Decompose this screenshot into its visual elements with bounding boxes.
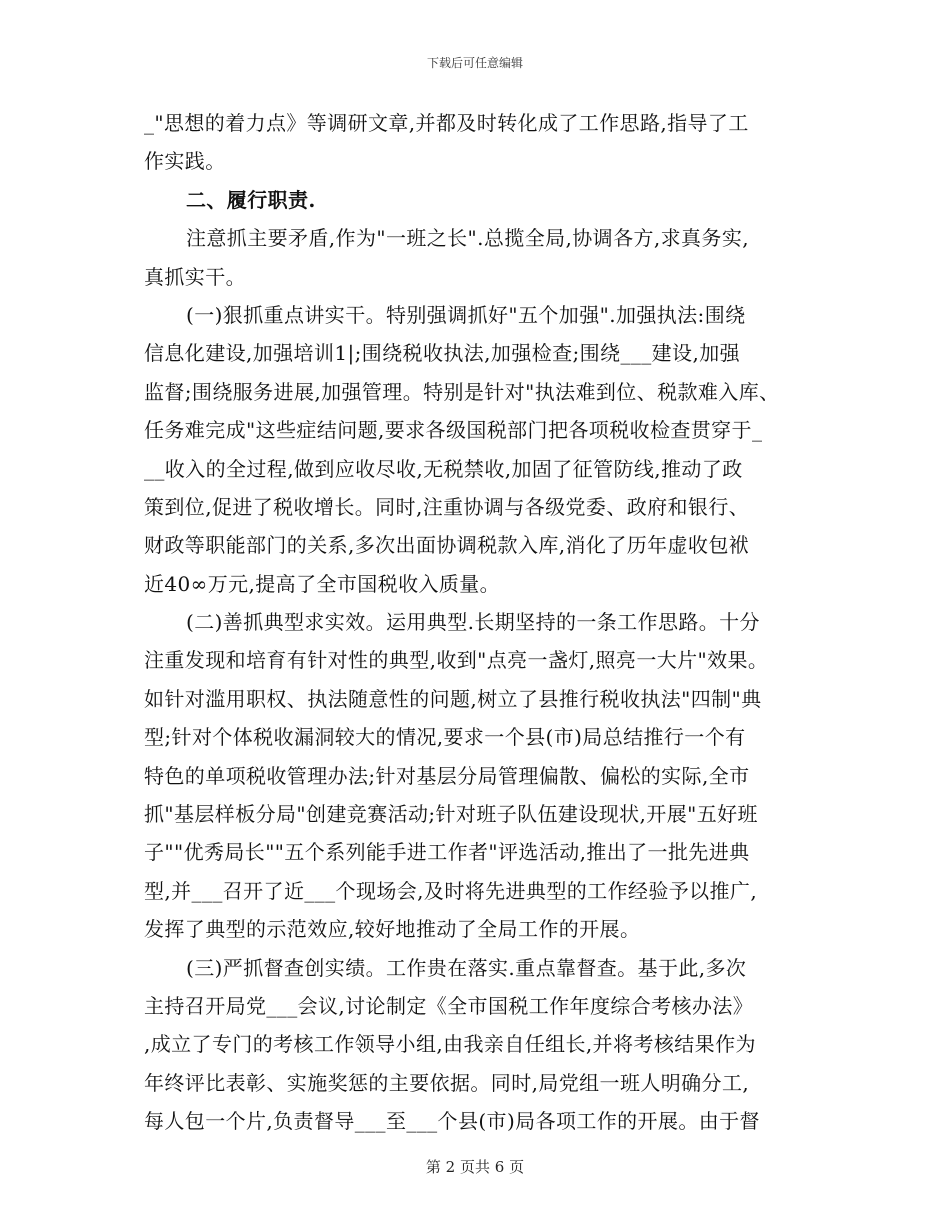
paragraph-line: (一)狠抓重点讲实干。特别强调抓好"五个加强".加强执法:围绕 — [186, 302, 746, 327]
paragraph-line: 发挥了典型的示范效应,较好地推动了全局工作的开展。 — [144, 917, 641, 942]
paragraph-line: 作实践。 — [144, 149, 226, 174]
page-header: 下载后可任意编辑 — [426, 56, 523, 70]
paragraph-line: (二)善抓典型求实效。运用典型.长期坚持的一条工作思路。十分 — [186, 610, 760, 635]
paragraph-line: 财政等职能部门的关系,多次出面协调税款入库,消化了历年虚收包袱 — [144, 533, 750, 558]
paragraph-line: 真抓实干。 — [144, 264, 246, 289]
paragraph-line: 年终评比表彰、实施奖惩的主要依据。同时,局党组一班人明确分工, — [144, 1070, 750, 1095]
paragraph-line: 如针对滥用职权、执法随意性的问题,树立了县推行税收执法"四制"典 — [144, 686, 762, 711]
paragraph-line: 注重发现和培育有针对性的典型,收到"点亮一盏灯,照亮一大片"效果。 — [144, 648, 769, 673]
paragraph-line: 主持召开局党___会议,讨论制定《全市国税工作年度综合考核办法》 — [144, 993, 754, 1018]
paragraph-line: 近40∞万元,提高了全市国税收入质量。 — [144, 571, 501, 596]
paragraph-line: 型;针对个体税收漏洞较大的情况,要求一个县(市)局总结推行一个有 — [144, 725, 746, 750]
paragraph-line: 注意抓主要矛盾,作为"一班之长".总揽全局,协调各方,求真务实, — [186, 226, 749, 251]
paragraph-line: _"思想的着力点》等调研文章,并都及时转化成了工作思路,指导了工 — [144, 111, 749, 135]
paragraph-line: 每人包一个片,负责督导___至___个县(市)局各项工作的开展。由于督 — [144, 1109, 760, 1134]
paragraph-line: 策到位,促进了税收增长。同时,注重协调与各级党委、政府和银行、 — [144, 494, 750, 519]
paragraph-line: 信息化建设,加强培训1|;围绕税收执法,加强检查;围绕___建设,加强 — [144, 341, 741, 366]
page-footer: 第 2 页共 6 页 — [425, 1158, 525, 1176]
paragraph-line: 抓"基层样板分局"创建竞赛活动;针对班子队伍建设现状,开展"五好班 — [144, 802, 758, 827]
paragraph-line: 型,并___召开了近___个现场会,及时将先进典型的工作经验予以推广, — [144, 878, 758, 903]
document-body — [144, 104, 804, 1141]
paragraph-line: 子""优秀局长""五个系列能手进工作者"评选活动,推出了一批先进典 — [144, 840, 750, 865]
paragraph-line: 特色的单项税收管理办法;针对基层分局管理偏散、偏松的实际,全市 — [144, 763, 750, 788]
paragraph-line: 监督;围绕服务进展,加强管理。特别是针对"执法难到位、税款难入库、 — [144, 379, 780, 404]
paragraph-line: ,成立了专门的考核工作领导小组,由我亲自任组长,并将考核结果作为 — [144, 1032, 756, 1057]
section-heading: 二、履行职责. — [186, 187, 316, 212]
paragraph-line: 任务难完成"这些症结问题,要求各级国税部门把各项税收检查贯穿于_ — [144, 418, 763, 443]
paragraph-line: __收入的全过程,做到应收尽收,无税禁收,加固了征管防线,推动了政 — [144, 456, 743, 481]
paragraph-line: (三)严抓督查创实绩。工作贵在落实.重点靠督查。基于此,多次 — [186, 955, 747, 980]
